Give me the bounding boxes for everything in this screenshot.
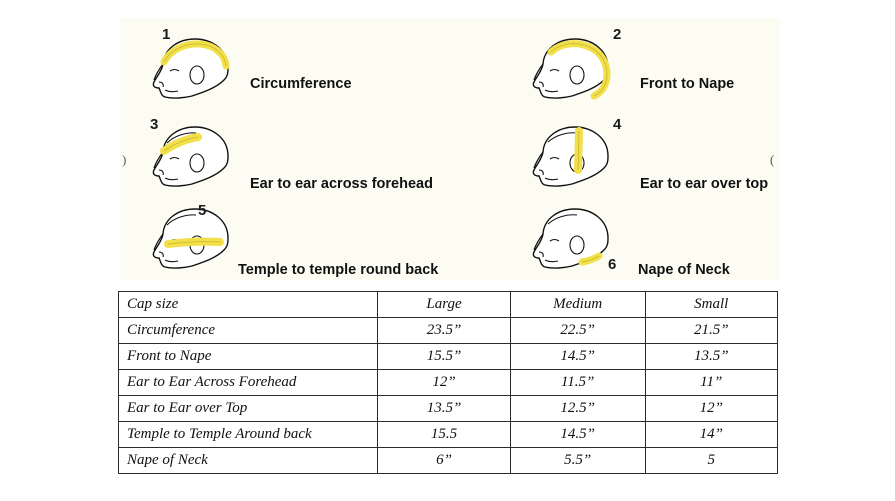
row-value-medium: 12.5” bbox=[510, 396, 645, 422]
step-number-5: 5 bbox=[198, 202, 207, 219]
header-medium: Medium bbox=[510, 292, 645, 318]
row-value-medium: 11.5” bbox=[510, 370, 645, 396]
measurement-6-nape-of-neck bbox=[520, 200, 730, 278]
step-number-4: 4 bbox=[613, 116, 622, 133]
caption-5: Temple to temple round back bbox=[238, 262, 439, 278]
row-label: Circumference bbox=[119, 318, 378, 344]
table-row bbox=[119, 396, 778, 422]
row-label: Ear to Ear Across Forehead bbox=[119, 370, 378, 396]
row-value-large: 13.5” bbox=[378, 396, 511, 422]
row-label: Front to Nape bbox=[119, 344, 378, 370]
row-value-small: 21.5” bbox=[645, 318, 778, 344]
head-profile-icon-5 bbox=[140, 200, 250, 272]
step-number-2: 2 bbox=[613, 26, 622, 43]
measurement-4-ear-to-ear-over-top bbox=[520, 116, 769, 192]
header-large: Large bbox=[378, 292, 511, 318]
measurement-2-front-to-nape bbox=[520, 26, 735, 102]
row-value-large: 15.5” bbox=[378, 344, 511, 370]
measurement-diagram-panel bbox=[120, 18, 780, 280]
row-label: Ear to Ear over Top bbox=[119, 396, 378, 422]
row-value-large: 23.5” bbox=[378, 318, 511, 344]
caption-1: Circumference bbox=[250, 76, 352, 92]
cap-size-table bbox=[118, 291, 778, 474]
caption-6: Nape of Neck bbox=[638, 262, 730, 278]
table-row bbox=[119, 422, 778, 448]
row-value-medium: 5.5” bbox=[510, 448, 645, 474]
row-value-medium: 22.5” bbox=[510, 318, 645, 344]
left-edge-mark: ) bbox=[122, 152, 127, 167]
row-value-small: 12” bbox=[645, 396, 778, 422]
table-row bbox=[119, 318, 778, 344]
caption-2: Front to Nape bbox=[640, 76, 735, 92]
caption-4: Ear to ear over top bbox=[640, 176, 769, 192]
measurement-5-temple-to-temple bbox=[140, 200, 439, 278]
measurement-3-ear-to-ear-forehead bbox=[140, 116, 433, 192]
row-label: Nape of Neck bbox=[119, 448, 378, 474]
step-number-6: 6 bbox=[608, 256, 617, 273]
step-number-3: 3 bbox=[150, 116, 159, 133]
table-row bbox=[119, 448, 778, 474]
row-value-large: 6” bbox=[378, 448, 511, 474]
header-cap-size: Cap size bbox=[119, 292, 378, 318]
row-value-medium: 14.5” bbox=[510, 344, 645, 370]
head-profile-icon-1 bbox=[140, 30, 250, 102]
row-value-medium: 14.5” bbox=[510, 422, 645, 448]
table-header-row bbox=[119, 292, 778, 318]
step-number-1: 1 bbox=[162, 26, 171, 43]
caption-3: Ear to ear across forehead bbox=[250, 176, 433, 192]
header-small: Small bbox=[645, 292, 778, 318]
row-value-small: 5 bbox=[645, 448, 778, 474]
table-row bbox=[119, 370, 778, 396]
row-label: Temple to Temple Around back bbox=[119, 422, 378, 448]
right-edge-mark: ( bbox=[770, 152, 775, 167]
measurement-1-circumference bbox=[140, 26, 352, 102]
row-value-small: 11” bbox=[645, 370, 778, 396]
row-value-large: 15.5 bbox=[378, 422, 511, 448]
row-value-small: 13.5” bbox=[645, 344, 778, 370]
table-row bbox=[119, 344, 778, 370]
row-value-large: 12” bbox=[378, 370, 511, 396]
row-value-small: 14” bbox=[645, 422, 778, 448]
